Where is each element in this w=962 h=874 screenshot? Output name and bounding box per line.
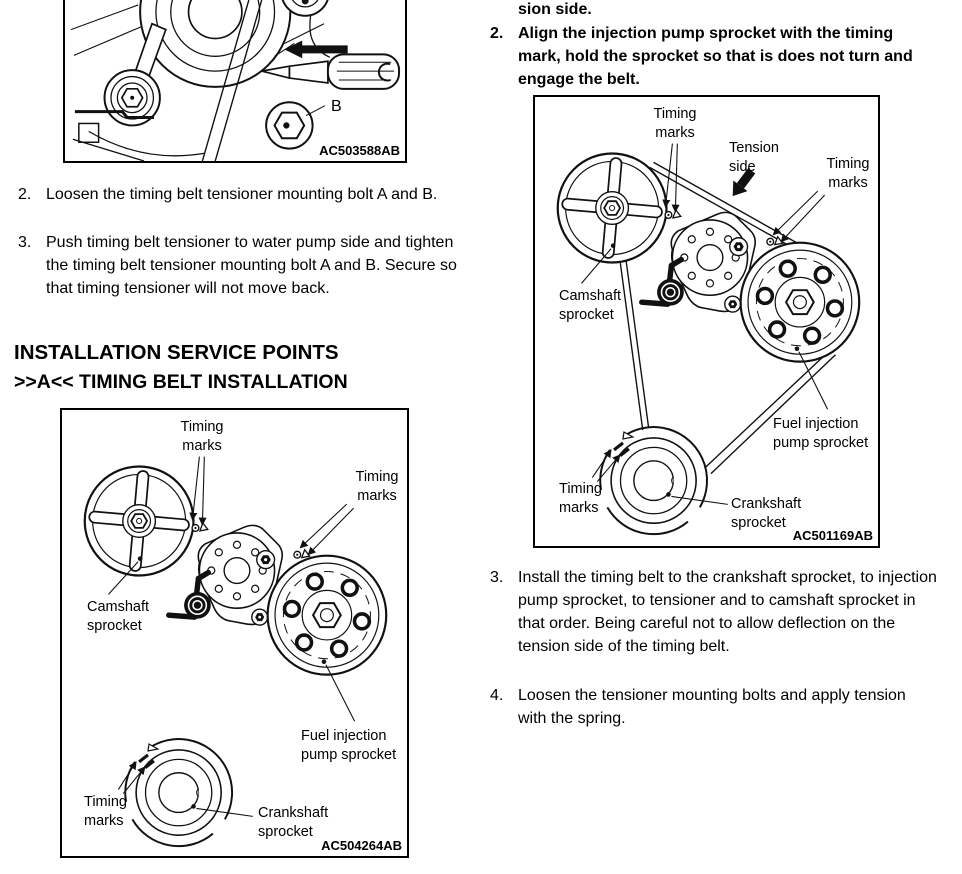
figure-label-timing-marks-right: Timing marks: [826, 156, 870, 191]
step-text: Align the injection pump sprocket with the timing mark, hold the sprocket so that is does not turn and engage the belt.: [518, 25, 913, 88]
figure-label-crankshaft-sprocket: Crankshaft sprocket: [731, 496, 802, 531]
step-item: [490, 22, 934, 91]
step-text: Loosen the timing belt tensioner mounting bolt A and B.: [46, 186, 438, 203]
step-item: [18, 231, 458, 300]
step-item: [18, 183, 458, 206]
section-heading: INSTALLATION SERVICE POINTS: [14, 341, 339, 364]
step-number: 3.: [490, 569, 504, 586]
figure-label-camshaft-sprocket: Camshaft sprocket: [87, 599, 150, 634]
step-number: 4.: [490, 687, 504, 704]
figure-label-timing-marks-right: Timing marks: [355, 469, 399, 504]
figure-label-timing-marks-bottom: Timing marks: [559, 481, 602, 516]
figure-label-fuel-injection-pump-sprocket: Fuel injection pump sprocket: [301, 728, 397, 763]
figure-label-fuel-injection-pump-sprocket: Fuel injection pump sprocket: [773, 416, 869, 451]
step-number: 2.: [18, 186, 32, 203]
figure-tensioner-adjust: [63, 0, 407, 163]
step-text: Push timing belt tensioner to water pump side and tighten the timing belt tensioner mounting bolt A and B. Secure so that timing tensioner will not move back.: [46, 234, 457, 297]
step-text: Loosen the tensioner mounting bolts and apply tension with the spring.: [518, 687, 906, 727]
figure-label-timing-marks-bottom: Timing marks: [84, 794, 127, 829]
figure-label-timing-marks-top: Timing marks: [180, 419, 224, 454]
figure-belt-installed: [533, 95, 880, 548]
step-item: [490, 684, 938, 730]
figure-label-timing-marks-top: Timing marks: [653, 106, 697, 141]
figure-label-camshaft-sprocket: Camshaft sprocket: [559, 288, 622, 323]
figure-code: AC504264AB: [321, 838, 402, 853]
step-text: Install the timing belt to the crankshaft sprocket, to injection pump sprocket, to tensioner and to camshaft sprocket in that order. Being careful not to allow deflection on the tension side of the timing belt.: [518, 569, 937, 655]
step-number: 3.: [18, 234, 32, 251]
bolt-b-label: B: [331, 98, 342, 115]
step-item: [490, 566, 938, 658]
figure-code: AC501169AB: [792, 528, 873, 543]
figure-label-tension-side: Tension side: [729, 140, 779, 175]
section-subheading: >>A<< TIMING BELT INSTALLATION: [14, 371, 348, 393]
continuation-text: sion side.: [518, 1, 592, 18]
tensioner-adjust-drawing: [65, 0, 405, 161]
step-number: 2.: [490, 25, 504, 42]
figure-code: AC503588AB: [319, 143, 400, 158]
figure-label-crankshaft-sprocket: Crankshaft sprocket: [258, 805, 329, 840]
figure-timing-layout: [60, 408, 409, 858]
